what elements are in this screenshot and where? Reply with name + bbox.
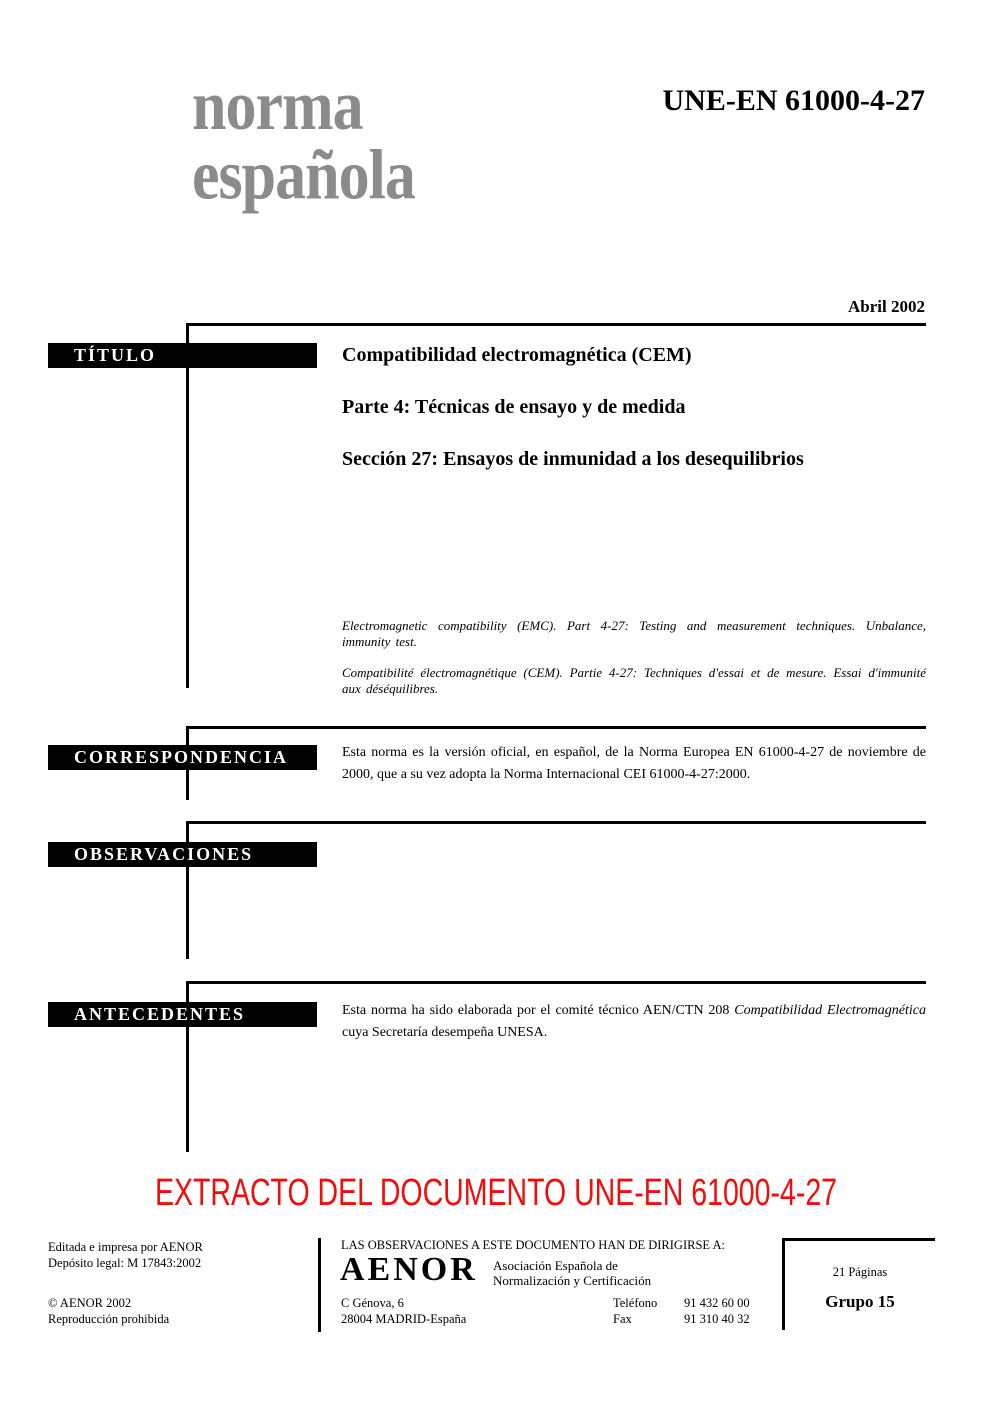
antecedentes-text-prefix: Esta norma ha sido elaborada por el comité técnico AEN/CTN 208 xyxy=(342,1003,735,1018)
footer-contact-labels xyxy=(613,1295,657,1327)
title-line-3: Sección 27: Ensayos de inmunidad a los desequilibrios xyxy=(342,448,804,470)
observaciones-section-label: OBSERVACIONES xyxy=(48,842,317,867)
norma-espanola-logo xyxy=(192,67,415,215)
title-line-2: Parte 4: Técnicas de ensayo y de medida xyxy=(342,396,686,418)
publication-date: Abril 2002 xyxy=(848,297,925,316)
observaciones-top-rule xyxy=(186,821,926,824)
title-line-1: Compatibilidad electromagnética (CEM) xyxy=(342,344,692,366)
footer-reproduction: Reproducción prohibida xyxy=(48,1312,170,1326)
phone-label: Teléfono xyxy=(613,1296,658,1310)
titulo-section-label: TÍTULO xyxy=(48,343,317,368)
aenor-name-line-1: Asociación Española de xyxy=(493,1258,618,1273)
titulo-top-rule xyxy=(186,323,926,326)
correspondencia-text: Esta norma es la versión oficial, en español, de la Norma Europea EN 61000-4-27 de noviembre de 2000, que a su vez adopta la Norma Internacional CEI 61000-4-27:2000. xyxy=(342,745,926,782)
brand-line-2: española xyxy=(192,136,415,215)
fax-value: 91 310 40 32 xyxy=(684,1312,750,1326)
aenor-full-name xyxy=(493,1258,651,1288)
footer-divider xyxy=(318,1238,321,1332)
correspondencia-section-label: CORRESPONDENCIA xyxy=(48,745,317,770)
aenor-logo: AENOR xyxy=(340,1251,478,1288)
address-line-2: 28004 MADRID-España xyxy=(341,1312,467,1326)
brand-line-1: norma xyxy=(192,67,363,145)
phone-value: 91 432 60 00 xyxy=(684,1296,750,1310)
footer-legal-deposit: Depósito legal: M 17843:2002 xyxy=(48,1256,202,1270)
footer-left-gap xyxy=(48,1271,203,1295)
antecedentes-text-suffix: cuya Secretaría desempeña UNESA. xyxy=(342,1024,548,1040)
titulo-left-rule xyxy=(186,323,189,688)
pages-box-top-border xyxy=(782,1238,935,1241)
footer-contact-values xyxy=(684,1295,750,1327)
title-french: Compatibilité électromagnétique (CEM). Partie 4-27: Techniques d'essai et de mesure. Essai d'immunité aux déséquilibres. xyxy=(342,665,926,696)
aenor-name-line-2: Normalización y Certificación xyxy=(493,1273,652,1288)
antecedentes-text-italic: Compatibilidad Electromagnética xyxy=(734,1003,926,1018)
antecedentes-top-rule xyxy=(186,981,926,984)
footer-observations-notice: LAS OBSERVACIONES A ESTE DOCUMENTO HAN DE DIRIGIRSE A: xyxy=(341,1238,725,1252)
footer-left-column xyxy=(48,1239,203,1327)
title-english: Electromagnetic compatibility (EMC). Part 4-27: Testing and measurement techniques. Unbalance, immunity test. xyxy=(342,618,926,649)
footer-copyright: © AENOR 2002 xyxy=(48,1296,132,1310)
footer-published-by: Editada e impresa por AENOR xyxy=(48,1240,203,1254)
extract-notice: EXTRACTO DEL DOCUMENTO UNE-EN 61000-4-27 xyxy=(154,1172,838,1214)
bilingual-titles xyxy=(342,618,926,712)
fax-label: Fax xyxy=(613,1312,632,1326)
pages-box-left-border xyxy=(782,1238,785,1330)
correspondencia-top-rule xyxy=(186,726,926,729)
footer-address xyxy=(341,1295,466,1327)
group-number: Grupo 15 xyxy=(825,1292,895,1311)
antecedentes-section-label: ANTECEDENTES xyxy=(48,1002,317,1027)
antecedentes-text xyxy=(342,1000,926,1043)
page-count: 21 Páginas xyxy=(832,1265,888,1279)
document-number: UNE-EN 61000-4-27 xyxy=(662,84,925,117)
address-line-1: C Génova, 6 xyxy=(341,1296,404,1310)
